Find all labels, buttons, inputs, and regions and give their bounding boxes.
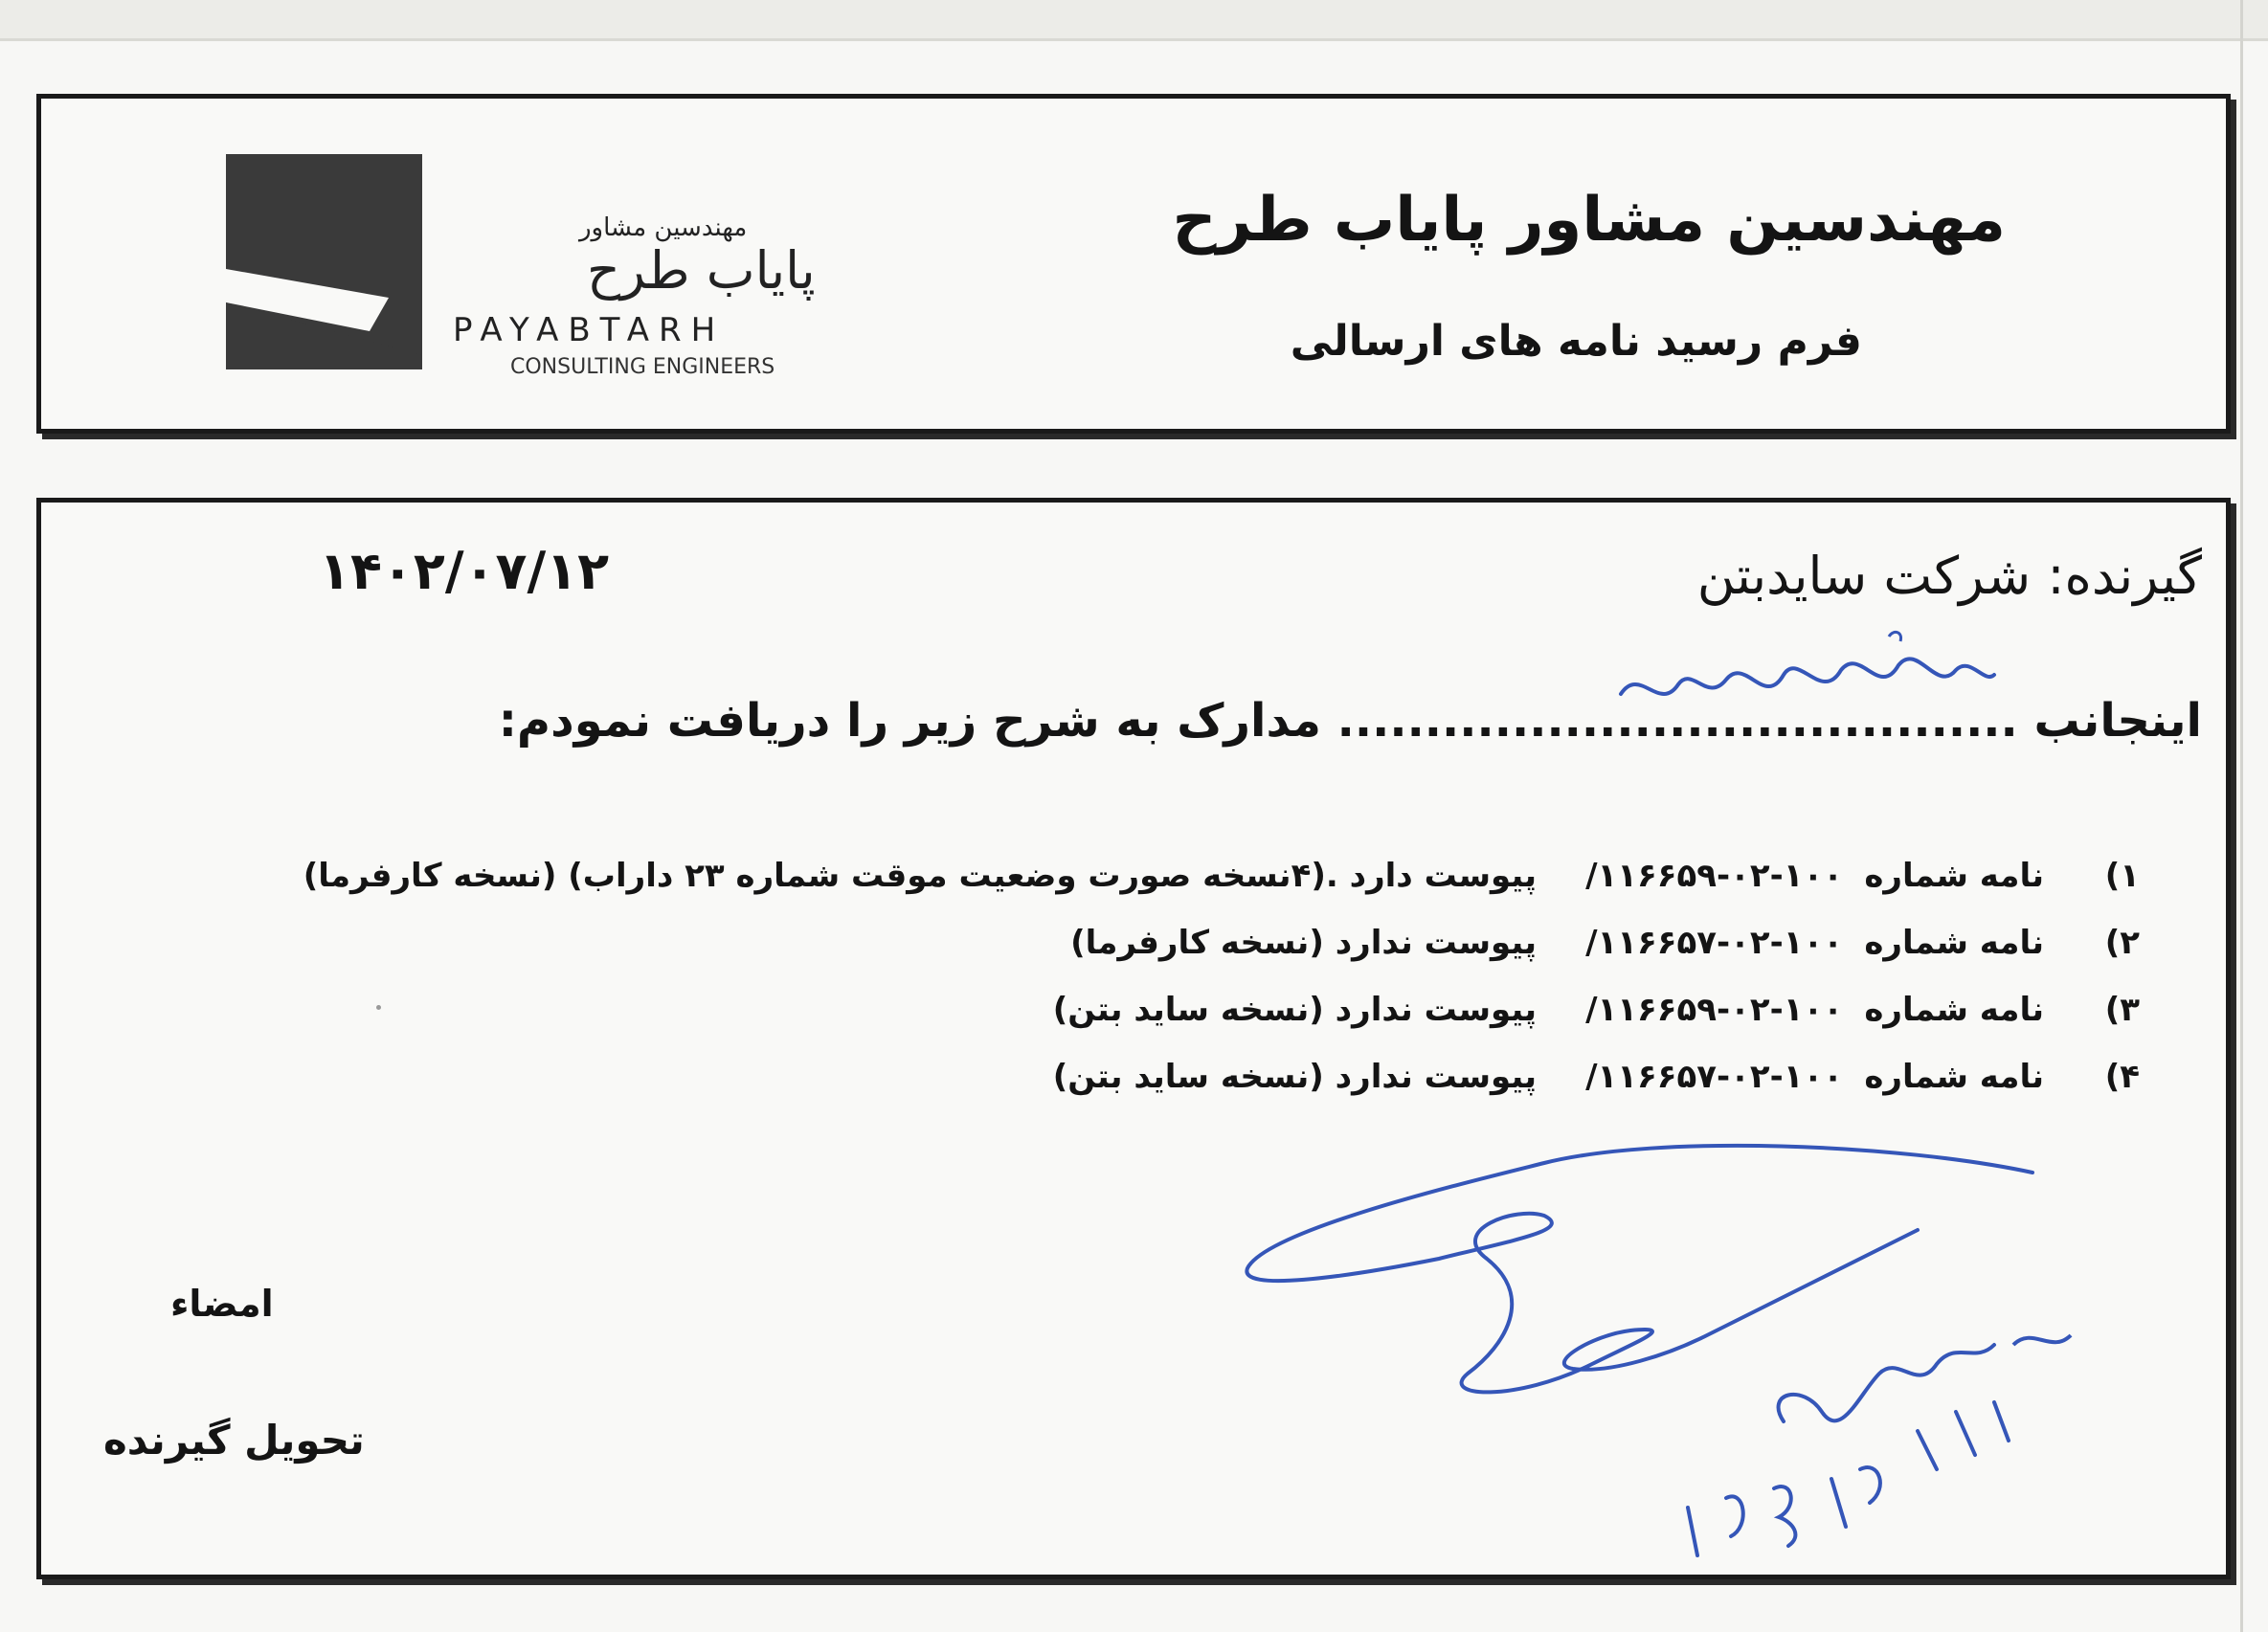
item-3-label: نامه شماره [1864, 991, 2044, 1029]
item-2-number: ۲) [2104, 924, 2140, 962]
handwritten-signature-icon [1228, 1125, 2090, 1575]
item-1-description: پیوست دارد .(۴نسخه صورت وضعیت موقت شماره ۲۳ داراب) (نسخه کارفرما) [303, 857, 1537, 895]
item-2-code: ۱۱۶۶۵۷-۰۲-۱۰۰/ [1585, 924, 1843, 962]
scan-right-edge [2240, 0, 2243, 1632]
scan-speck [376, 1005, 381, 1010]
item-1-code: ۱۱۶۶۵۹-۰۲-۱۰۰/ [1585, 857, 1843, 895]
intro-line: اینجانب ....................................... مدارک به شرح زیر را دریافت نمودم: [498, 694, 2202, 748]
scan-top-edge [0, 0, 2268, 41]
item-4-label: نامه شماره [1864, 1058, 2044, 1096]
letterhead-box [36, 94, 2231, 434]
company-title: مهندسین مشاور پایاب طرح [1172, 185, 2006, 256]
receipt-body-box [36, 498, 2231, 1579]
item-4-number: ۴) [2104, 1058, 2140, 1096]
item-1-number: ۱) [2104, 857, 2140, 895]
logo-mark-icon [226, 154, 422, 369]
form-title: فرم رسید نامه های ارسالی [1290, 317, 1862, 366]
logo-name-en: PAYABTARH [453, 311, 726, 349]
item-1-label: نامه شماره [1864, 857, 2044, 895]
logo-subtitle-en: CONSULTING ENGINEERS [510, 355, 775, 379]
receiver-label: تحویل گیرنده [103, 1417, 365, 1464]
item-3-description: پیوست ندارد (نسخه ساید بتن) [1052, 991, 1537, 1029]
item-4-description: پیوست ندارد (نسخه ساید بتن) [1052, 1058, 1537, 1096]
handwritten-name-icon [1602, 627, 2004, 742]
item-4-code: ۱۱۶۶۵۷-۰۲-۱۰۰/ [1585, 1058, 1843, 1096]
signature-label: امضاء [170, 1283, 274, 1325]
item-3-number: ۳) [2104, 991, 2140, 1029]
recipient-line: گیرنده: شرکت سایدبتن [1696, 546, 2202, 606]
item-2-label: نامه شماره [1864, 924, 2044, 962]
logo-mark [226, 154, 422, 369]
item-2-description: پیوست ندارد (نسخه کارفرما) [1070, 924, 1537, 962]
form-date: ۱۴۰۲/۰۷/۱۲ [319, 541, 610, 601]
logo-name-fa: پایاب طرح [587, 240, 816, 301]
logo-subtitle-fa: مهندسین مشاور [579, 213, 748, 242]
item-3-code: ۱۱۶۶۵۹-۰۲-۱۰۰/ [1585, 991, 1843, 1029]
